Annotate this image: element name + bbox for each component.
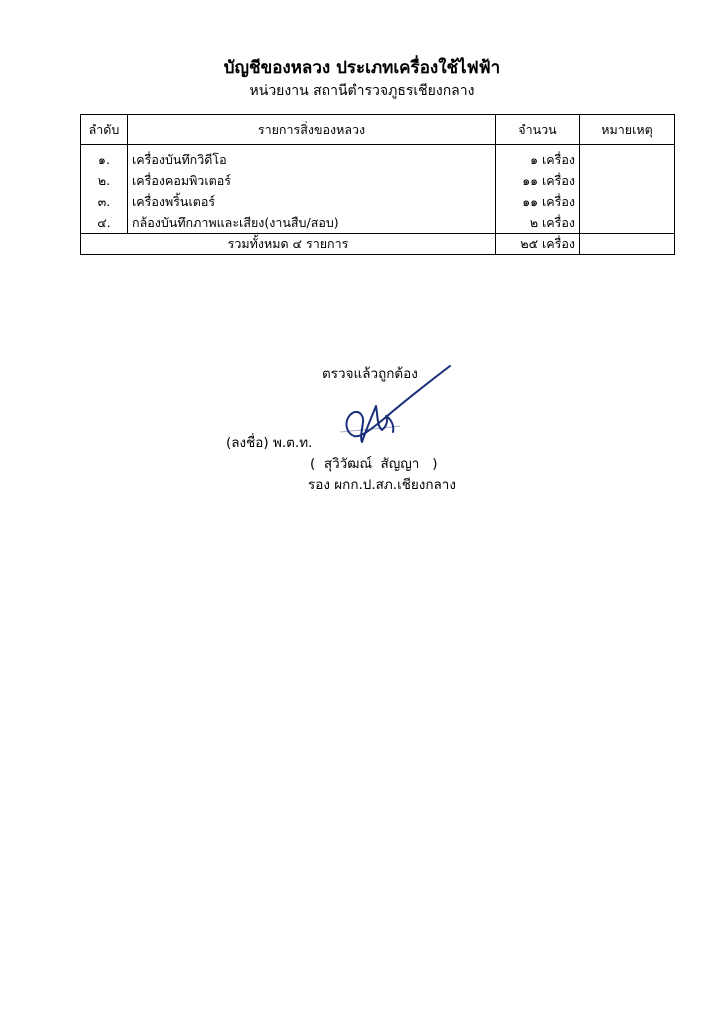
checked-label: ตรวจแล้วถูกต้อง	[322, 366, 418, 382]
table-row	[81, 212, 675, 234]
inventory-table	[80, 114, 675, 255]
row-item: เครื่องคอมพิวเตอร์	[128, 170, 496, 191]
header-note: หมายเหตุ	[580, 115, 675, 145]
header-qty: จำนวน	[496, 115, 580, 145]
signature-image	[330, 360, 460, 450]
row-no: ๑.	[81, 145, 128, 171]
row-no: ๓.	[81, 191, 128, 212]
total-label: รวมทั้งหมด ๔ รายการ	[81, 234, 496, 255]
row-item: เครื่องพริ้นเตอร์	[128, 191, 496, 212]
total-qty: ๒๕ เครื่อง	[496, 234, 580, 255]
header-no: ลำดับ	[81, 115, 128, 145]
table-row	[81, 191, 675, 212]
sign-prefix: (ลงชื่อ) พ.ต.ท.	[226, 435, 313, 451]
signer-position: รอง ผกก.ป.สภ.เชียงกลาง	[308, 477, 456, 493]
row-qty: ๒ เครื่อง	[496, 212, 580, 234]
table-header-row	[81, 115, 675, 145]
row-note	[580, 191, 675, 212]
document-subtitle: หน่วยงาน สถานีตำรวจภูธรเชียงกลาง	[249, 83, 475, 99]
row-note	[580, 212, 675, 234]
row-no: ๔.	[81, 212, 128, 234]
row-qty: ๑ เครื่อง	[496, 145, 580, 171]
table-row	[81, 170, 675, 191]
row-note	[580, 145, 675, 171]
header-item: รายการสิ่งของหลวง	[128, 115, 496, 145]
table-row	[81, 145, 675, 171]
row-note	[580, 170, 675, 191]
row-no: ๒.	[81, 170, 128, 191]
row-item: เครื่องบันทึกวิดีโอ	[128, 145, 496, 171]
signer-name: ( สุวิวัฒณ์ สัญญา )	[310, 456, 438, 472]
total-row	[81, 234, 675, 255]
row-item: กล้องบันทึกภาพและเสียง(งานสืบ/สอบ)	[128, 212, 496, 234]
row-qty: ๑๑ เครื่อง	[496, 191, 580, 212]
total-note	[580, 234, 675, 255]
document-title: บัญชีของหลวง ประเภทเครื่องใช้ไฟฟ้า	[223, 58, 501, 78]
row-qty: ๑๑ เครื่อง	[496, 170, 580, 191]
